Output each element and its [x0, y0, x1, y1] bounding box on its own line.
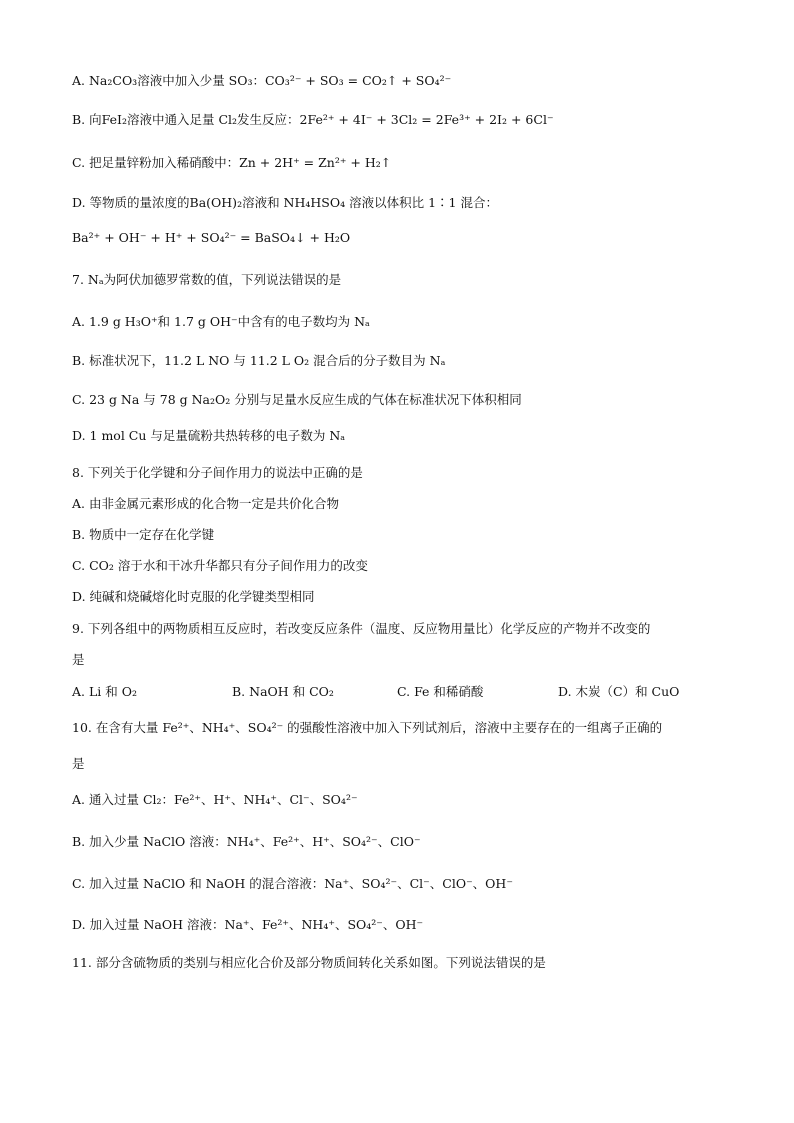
- q10-option-a: A. 通入过量 Cl₂：Fe²⁺、H⁺、NH₄⁺、Cl⁻、SO₄²⁻: [72, 792, 358, 807]
- q7-option-b: B. 标准状况下，11.2 L NO 与 11.2 L O₂ 混合后的分子数目为 Nₐ: [72, 353, 446, 368]
- q10-stem: 10. 在含有大量 Fe²⁺、NH₄⁺、SO₄²⁻ 的强酸性溶液中加入下列试剂后，溶液中主要存在的一组离子正确的: [72, 720, 663, 735]
- q6-option-d-equation: Ba²⁺ + OH⁻ + H⁺ + SO₄²⁻ = BaSO₄↓ + H₂O: [72, 230, 351, 245]
- q6-option-b: B. 向FeI₂溶液中通入足量 Cl₂发生反应：2Fe²⁺ + 4I⁻ + 3Cl₂ = 2Fe³⁺ + 2I₂ + 6Cl⁻: [72, 112, 554, 127]
- q6-option-a: A. Na₂CO₃溶液中加入少量 SO₃：CO₃²⁻ + SO₃ = CO₂↑ + SO₄²⁻: [72, 73, 452, 88]
- q9-option-b: B. NaOH 和 CO₂: [232, 684, 334, 699]
- q9-stem: 9. 下列各组中的两物质相互反应时，若改变反应条件（温度、反应物用量比）化学反应的产物并不改变的: [72, 621, 651, 636]
- q8-option-d: D. 纯碱和烧碱熔化时克服的化学键类型相同: [72, 589, 315, 604]
- q8-option-b: B. 物质中一定存在化学键: [72, 527, 215, 542]
- q6-option-c: C. 把足量锌粉加入稀硝酸中：Zn + 2H⁺ = Zn²⁺ + H₂↑: [72, 155, 392, 170]
- q11-stem: 11. 部分含硫物质的类别与相应化合价及部分物质间转化关系如图。下列说法错误的是: [72, 955, 546, 970]
- q7-stem: 7. Nₐ为阿伏加德罗常数的值，下列说法错误的是: [72, 272, 342, 287]
- q9-option-a: A. Li 和 O₂: [72, 684, 137, 699]
- q10-option-d: D. 加入过量 NaOH 溶液：Na⁺、Fe²⁺、NH₄⁺、SO₄²⁻、OH⁻: [72, 917, 424, 932]
- q10-option-c: C. 加入过量 NaClO 和 NaOH 的混合溶液：Na⁺、SO₄²⁻、Cl⁻、ClO⁻、OH⁻: [72, 876, 513, 891]
- q10-option-b: B. 加入少量 NaClO 溶液：NH₄⁺、Fe²⁺、H⁺、SO₄²⁻、ClO⁻: [72, 834, 421, 849]
- q8-option-c: C. CO₂ 溶于水和干冰升华都只有分子间作用力的改变: [72, 558, 368, 573]
- q7-option-c: C. 23 g Na 与 78 g Na₂O₂ 分别与足量水反应生成的气体在标准状况下体积相同: [72, 392, 522, 407]
- q9-option-d: D. 木炭（C）和 CuO: [558, 684, 680, 699]
- q6-option-d: D. 等物质的量浓度的Ba(OH)₂溶液和 NH₄HSO₄ 溶液以体积比 1∶1 混合：: [72, 195, 498, 210]
- q7-option-d: D. 1 mol Cu 与足量硫粉共热转移的电子数为 Nₐ: [72, 428, 346, 443]
- q10-stem-cont: 是: [72, 756, 85, 771]
- q8-stem: 8. 下列关于化学键和分子间作用力的说法中正确的是: [72, 465, 363, 480]
- q9-option-c: C. Fe 和稀硝酸: [397, 684, 484, 699]
- q9-stem-cont: 是: [72, 652, 85, 667]
- q8-option-a: A. 由非金属元素形成的化合物一定是共价化合物: [72, 496, 339, 511]
- q7-option-a: A. 1.9 g H₃O⁺和 1.7 g OH⁻中含有的电子数均为 Nₐ: [72, 314, 370, 329]
